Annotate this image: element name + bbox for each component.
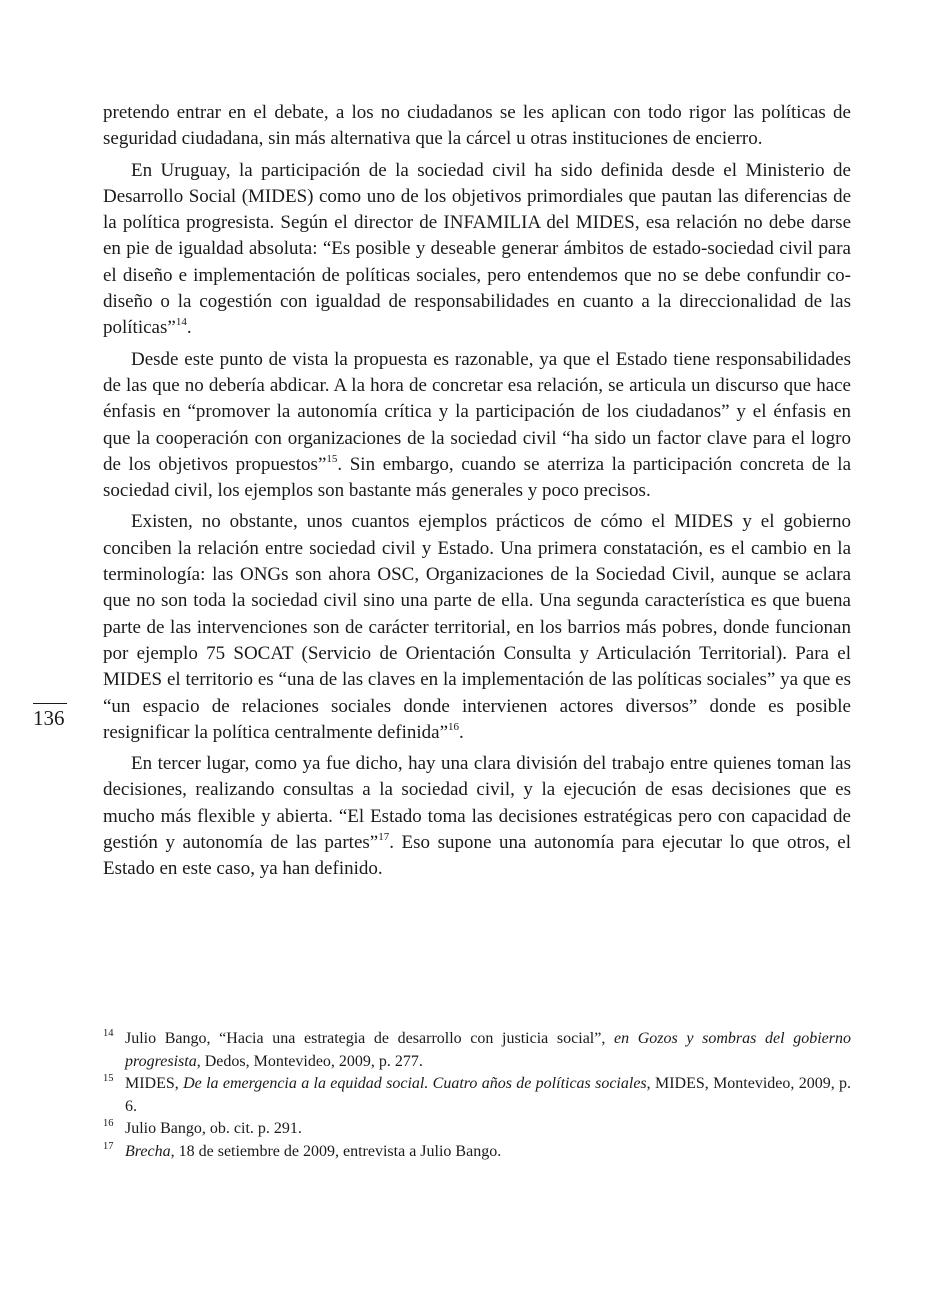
footnote-text: , Dedos, Montevideo, 2009, p. 277.	[196, 1052, 423, 1070]
paragraph-1-text: pretendo entrar en el debate, a los no ciudadanos se les aplican con todo rigor las políticas de seguridad ciudadana, sin más alternativa que la cárcel u otras instituciones de encierro.	[103, 102, 851, 150]
footnote-text: Julio Bango, ob. cit. p. 291.	[125, 1120, 302, 1137]
footnote-ref-14[interactable]: 14	[175, 316, 187, 329]
footnote-number: 16	[103, 1118, 114, 1129]
paragraph-3	[103, 347, 851, 505]
footnote-ref-17[interactable]: 17	[378, 831, 390, 844]
footnote-17	[103, 1141, 851, 1164]
footnote-ref-16[interactable]: 16	[448, 720, 459, 733]
footnote-text: , 18 de setiembre de 2009, entrevista a Julio Bango.	[170, 1142, 502, 1160]
paragraph-3-text-b: . Sin embargo, cuando se aterriza la participación concreta de la sociedad civil, los ejemplos son bastante más generales y poco precisos.	[103, 453, 851, 502]
footnote-ref-15[interactable]: 15	[326, 452, 338, 465]
footnote-text: Julio Bango, “Hacia una estrategia de desarrollo con justicia social”,	[125, 1030, 614, 1047]
paragraph-4-text: Existen, no obstante, unos cuantos ejemplos prácticos de cómo el MIDES y el gobierno conciben la relación entre sociedad civil y Estado. Una primera constatación, es el cambio en la terminología: las ONGs son ahora OSC, Organizaciones de la Sociedad Civil, aunque se aclara que no son toda la sociedad civil sino una parte de ella. Una segunda característica es que buena parte de las intervenciones son de carácter territorial, en los barrios más pobres, donde funcionan por ejemplo 75 SOCAT (Servicio de Orientación Consulta y Articulación Territorial). Para el MIDES el territorio es “una de las claves en la implementación de las políticas sociales” ya que es “un espacio de relaciones sociales donde intervienen actores diversos” donde es posible resignificar la política centralmente definida”	[103, 511, 851, 743]
footnote-15	[103, 1073, 851, 1118]
paragraph-5-text-a: En tercer lugar, como ya fue dicho, hay una clara división del trabajo entre quienes toman las decisiones, realizando consultas a la sociedad civil, y la ejecución de esas decisiones que es mucho más flexible y abierta. “El Estado toma las decisiones estratégicas pero con capacidad de gestión y autonomía de las partes”	[103, 753, 851, 854]
footnote-number: 14	[103, 1028, 114, 1039]
footnote-number: 15	[103, 1073, 114, 1084]
footnote-text: , MIDES, Montevideo, 2009, p. 6.	[125, 1075, 852, 1115]
paragraph-5	[103, 751, 851, 882]
footnote-14	[103, 1028, 851, 1073]
page-number: 136	[33, 706, 65, 730]
footnote-italic-title: De la emergencia a la equidad social. Cuatro años de políticas sociales	[183, 1075, 647, 1092]
paragraph-4: Existen, no obstante, unos cuantos ejemplos prácticos de cómo el MIDES y el gobierno conciben la relación entre sociedad civil y Estado. Una primera constatación, es el cambio en la terminología: las ONGs son ahora OSC, Organizaciones de la Sociedad Civil, aunque se aclara que no son toda la sociedad civil sino una parte de ella. Una segunda característica es que buena parte de las intervenciones son de carácter territorial, en los barrios más pobres, donde funcionan por ejemplo 75 SOCAT (Servicio de Orientación Consulta y Articulación Territorial). Para el MIDES el territorio es “una de las claves en la implementación de las políticas sociales” ya que es “un espacio de relaciones sociales donde intervienen actores diversos” donde es posible resignificar la política centralmente definida”$^{16}$.	[103, 511, 851, 743]
footnotes	[103, 1028, 851, 1163]
footnote-16	[103, 1118, 851, 1141]
paragraph-5-text-b: . Eso supone una autonomía para ejecutar lo que otros, el Estado en este caso, ya han definido.	[103, 832, 851, 880]
page-number-rule	[33, 703, 67, 704]
body-text	[103, 100, 851, 888]
footnote-italic-title: en Gozos y sombras del gobierno progresista	[125, 1030, 852, 1070]
paragraph-3-text-a: Desde este punto de vista la propuesta es razonable, ya que el Estado tiene responsabilidades de las que no debería abdicar. A la hora de concretar esa relación, se articula un discurso que hace énfasis en “promover la autonomía crítica y la participación de los ciudadanos” y el énfasis en que la cooperación con organizaciones de la sociedad civil “ha sido un factor clave para el logro de los objetivos propuestos”	[103, 348, 851, 475]
footnote-number: 17	[103, 1140, 114, 1152]
paragraph-1	[103, 100, 851, 153]
paragraph-2-text: En Uruguay, la participación de la sociedad civil ha sido definida desde el Ministerio de Desarrollo Social (MIDES) como uno de los objetivos primordiales que pautan las diferencias de la política progresista. Según el director de INFAMILIA del MIDES, esa relación no debe darse en pie de igualdad absoluta: “Es posible y deseable generar ámbitos de estado-sociedad civil para el diseño e implementación de políticas sociales, pero entendemos que no se debe confundir co-diseño o la cogestión con igualdad de responsabilidades en cuanto a la direccionalidad de las políticas”	[103, 159, 851, 339]
footnote-italic-title: Brecha	[125, 1142, 171, 1160]
footnote-text: MIDES,	[125, 1075, 184, 1092]
paragraph-2: En Uruguay, la participación de la sociedad civil ha sido definida desde el Ministerio de Desarrollo Social (MIDES) como uno de los objetivos primordiales que pautan las diferencias de la política progresista. Según el director de INFAMILIA del MIDES, esa relación no debe darse en pie de igualdad absoluta: “Es posible y deseable generar ámbitos de estado-sociedad civil para el diseño e implementación de políticas sociales, pero entendemos que no se debe confundir co-diseño o la cogestión con igualdad de responsabilidades en cuanto a la direccionalidad de las políticas”$^{14}$.	[103, 159, 851, 339]
